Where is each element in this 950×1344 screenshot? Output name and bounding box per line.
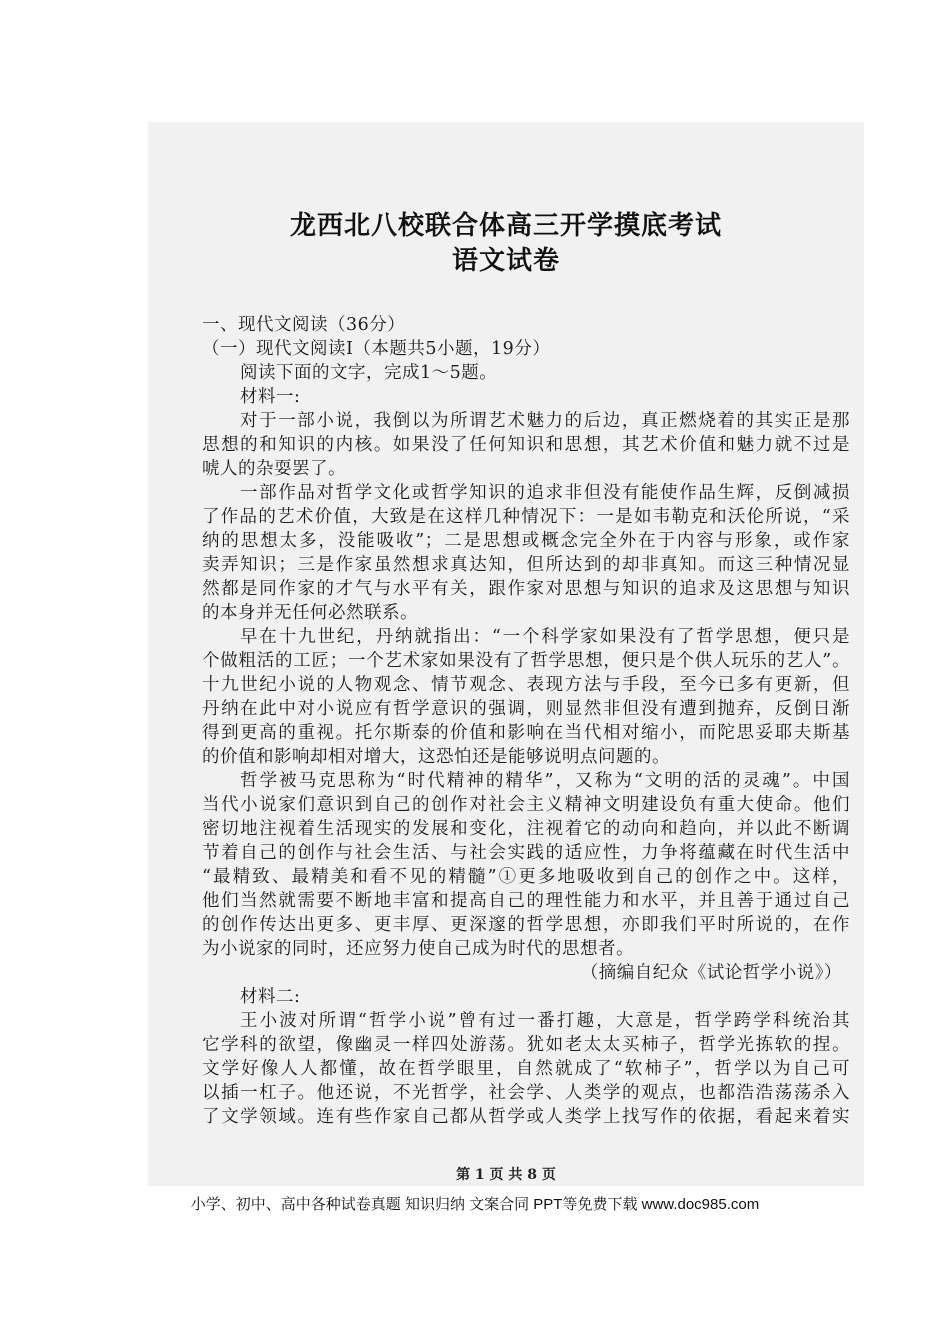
text-line: 个做粗活的工匠；一个艺术家如果没有了哲学思想，便只是个供人玩乐的艺人”。 (202, 651, 850, 671)
text-line: 一部作品对哲学文化或哲学知识的追求非但没有能使作品生辉，反倒减损 (240, 483, 850, 503)
text-line: 的价值和影响却相对增大，这恐怕还是能够说明点问题的。 (202, 747, 670, 767)
reading-instruction: 阅读下面的文字，完成1～5题。 (240, 363, 498, 383)
material-two-label: 材料二: (240, 987, 301, 1007)
text-line: 他们当然就需要不断地丰富和提高自己的理性能力和水平，并且善于通过自己 (202, 891, 850, 911)
text-line: 纳的思想太多，没能吸收”；二是思想或概念完全外在于内容与形象，或作家 (202, 531, 850, 551)
text-line: 密切地注视着生活现实的发展和变化，注视着它的动向和趋向，并以此不断调 (202, 819, 850, 839)
text-line: 唬人的杂耍罢了。 (202, 459, 346, 479)
text-line: 得到更高的重视。托尔斯泰的价值和影响在当代相对缩小，而陀思妥耶夫斯基 (202, 723, 850, 743)
text-line: 当代小说家们意识到自己的创作对社会主义精神文明建设负有重大使命。他们 (202, 795, 850, 815)
section-heading: 一、现代文阅读（36分） (202, 315, 406, 335)
text-line: 了作品的艺术价值，大致是在这样几种情况下：一是如韦勒克和沃伦所说，“采 (202, 507, 850, 527)
text-line: 以插一杠子。他还说，不光哲学，社会学、人类学的观点，也都浩浩荡荡杀入 (202, 1083, 850, 1103)
text-line: 丹纳在此中对小说应有哲学意识的强调，则显然非但没有遭到抛弃，反倒日渐 (202, 699, 850, 719)
text-line: 思想的和知识的内核。如果没了任何知识和思想，其艺术价值和魅力就不过是 (202, 435, 850, 455)
text-line: 节着自己的创作与社会生活、与社会实践的适应性，力争将蕴藏在时代生活中 (202, 843, 850, 863)
exam-title: 龙西北八校联合体高三开学摸底考试 (289, 211, 722, 241)
text-line: 了文学领域。连有些作家自己都从哲学或人类学上找写作的依据，看起来着实 (202, 1107, 850, 1127)
text-line: “最精致、最精美和看不见的精髓”①更多地吸收到自己的创作之中。这样， (202, 867, 850, 887)
citation: （摘编自纪众《试论哲学小说》） (580, 963, 842, 983)
page-number: 第 1 页 共 8 页 (456, 1167, 556, 1183)
text-line: 为小说家的同时，还应努力使自己成为时代的思想者。 (202, 939, 634, 959)
footer-banner: 小学、初中、高中各种试卷真题 知识归纳 文案合同 PPT等免费下载 www.doc985.com (190, 1196, 760, 1213)
text-line: 它学科的欲望，像幽灵一样四处游荡。犹如老太太买柿子，哲学光拣软的捏。 (202, 1035, 850, 1055)
text-line: 对于一部小说，我倒以为所谓艺术魅力的后边，真正燃烧着的其实正是那 (240, 411, 850, 431)
material-one-label: 材料一: (240, 387, 301, 407)
subsection-heading: （一）现代文阅读I（本题共5小题，19分） (202, 339, 551, 359)
text-line: 卖弄知识；三是作家虽然想求真达知，但所达到的却非真知。而这三种情况显 (202, 555, 850, 575)
text-line: 的创作传达出更多、更丰厚、更深邃的哲学思想，亦即我们平时所说的，在作 (202, 915, 850, 935)
text-line: 的本身并无任何必然联系。 (202, 603, 418, 623)
text-line: 哲学被马克思称为“时代精神的精华”，又称为“文明的活的灵魂”。中国 (240, 771, 850, 791)
text-line: 早在十九世纪，丹纳就指出：“一个科学家如果没有了哲学思想，便只是 (240, 627, 850, 647)
exam-subtitle: 语文试卷 (451, 246, 560, 276)
text-line: 王小波对所谓“哲学小说”曾有过一番打趣，大意是，哲学跨学科统治其 (240, 1011, 850, 1031)
text-line: 十九世纪小说的人物观念、情节观念、表现方法与手段，至今已多有更新，但 (202, 675, 850, 695)
text-line: 文学好像人人都懂，故在哲学眼里，自然就成了“软柿子”，哲学以为自己可 (202, 1059, 850, 1079)
text-line: 然都是同作家的才气与水平有关，跟作家对思想与知识的追求及这思想与知识 (202, 579, 850, 599)
